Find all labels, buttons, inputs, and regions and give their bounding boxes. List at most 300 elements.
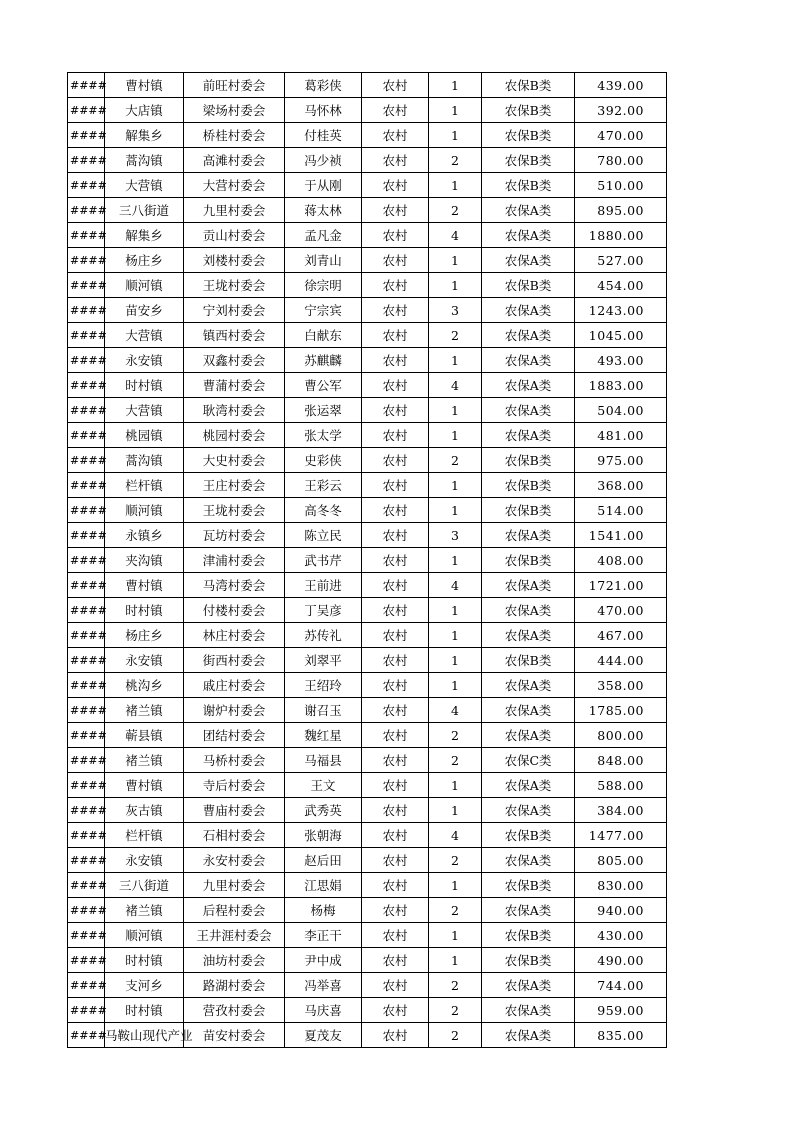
table-row [68,398,667,423]
area-type-cell: 农村 [362,248,429,273]
town-cell: 曹村镇 [105,573,184,598]
area-type-cell: 农村 [362,673,429,698]
table-row [68,148,667,173]
town-cell: 大店镇 [105,98,184,123]
insurance-category-cell: 农保B类 [482,548,575,573]
amount-cell: 975.00 [575,448,667,473]
town-cell: 蒿沟镇 [105,148,184,173]
household-count-cell: 1 [429,473,482,498]
person-name-cell: 刘翠平 [285,648,362,673]
area-type-cell: 农村 [362,498,429,523]
village-committee-cell: 贡山村委会 [184,223,285,248]
person-name-cell: 苏传礼 [285,623,362,648]
town-cell: 栏杆镇 [105,473,184,498]
town-cell: 灰古镇 [105,798,184,823]
insurance-category-cell: 农保B类 [482,123,575,148]
village-committee-cell: 谢炉村委会 [184,698,285,723]
amount-cell: 504.00 [575,398,667,423]
row-id-cell: #### [68,98,105,123]
amount-cell: 1477.00 [575,823,667,848]
village-committee-cell: 刘楼村委会 [184,248,285,273]
amount-cell: 527.00 [575,248,667,273]
town-cell: 解集乡 [105,123,184,148]
person-name-cell: 孟凡金 [285,223,362,248]
town-cell: 顺河镇 [105,498,184,523]
household-count-cell: 4 [429,698,482,723]
area-type-cell: 农村 [362,723,429,748]
table-row [68,198,667,223]
person-name-cell: 张太学 [285,423,362,448]
household-count-cell: 1 [429,498,482,523]
town-cell: 大营镇 [105,398,184,423]
amount-cell: 514.00 [575,498,667,523]
insurance-category-cell: 农保B类 [482,923,575,948]
village-committee-cell: 永安村委会 [184,848,285,873]
area-type-cell: 农村 [362,98,429,123]
household-count-cell: 1 [429,598,482,623]
insurance-category-cell: 农保A类 [482,673,575,698]
village-committee-cell: 梁场村委会 [184,98,285,123]
row-id-cell: #### [68,523,105,548]
village-committee-cell: 九里村委会 [184,873,285,898]
amount-cell: 1243.00 [575,298,667,323]
area-type-cell: 农村 [362,748,429,773]
town-cell: 永安镇 [105,848,184,873]
household-count-cell: 1 [429,348,482,373]
village-committee-cell: 曹庙村委会 [184,798,285,823]
amount-cell: 1721.00 [575,573,667,598]
row-id-cell: #### [68,248,105,273]
amount-cell: 481.00 [575,423,667,448]
town-cell: 夹沟镇 [105,548,184,573]
village-committee-cell: 耿湾村委会 [184,398,285,423]
household-count-cell: 4 [429,823,482,848]
household-count-cell: 1 [429,548,482,573]
village-committee-cell: 曹蒲村委会 [184,373,285,398]
village-committee-cell: 路湖村委会 [184,973,285,998]
person-name-cell: 王彩云 [285,473,362,498]
insurance-category-cell: 农保A类 [482,523,575,548]
town-cell: 顺河镇 [105,923,184,948]
household-count-cell: 1 [429,98,482,123]
amount-cell: 358.00 [575,673,667,698]
area-type-cell: 农村 [362,1023,429,1048]
area-type-cell: 农村 [362,598,429,623]
row-id-cell: #### [68,323,105,348]
row-id-cell: #### [68,598,105,623]
row-id-cell: #### [68,973,105,998]
table-row [68,548,667,573]
row-id-cell: #### [68,448,105,473]
area-type-cell: 农村 [362,648,429,673]
amount-cell: 830.00 [575,873,667,898]
person-name-cell: 徐宗明 [285,273,362,298]
table-row [68,973,667,998]
amount-cell: 940.00 [575,898,667,923]
amount-cell: 780.00 [575,148,667,173]
town-cell: 大营镇 [105,323,184,348]
insurance-category-cell: 农保B类 [482,823,575,848]
town-cell: 时村镇 [105,998,184,1023]
person-name-cell: 王文 [285,773,362,798]
insurance-category-cell: 农保A类 [482,223,575,248]
area-type-cell: 农村 [362,273,429,298]
village-committee-cell: 后程村委会 [184,898,285,923]
person-name-cell: 蒋太林 [285,198,362,223]
person-name-cell: 尹中成 [285,948,362,973]
village-committee-cell: 宁刘村委会 [184,298,285,323]
town-cell: 时村镇 [105,373,184,398]
person-name-cell: 张运翠 [285,398,362,423]
household-count-cell: 1 [429,948,482,973]
insurance-category-cell: 农保B类 [482,448,575,473]
row-id-cell: #### [68,198,105,223]
insurance-category-cell: 农保B类 [482,473,575,498]
row-id-cell: #### [68,273,105,298]
household-count-cell: 1 [429,398,482,423]
table-row [68,448,667,473]
insurance-category-cell: 农保A类 [482,598,575,623]
row-id-cell: #### [68,1023,105,1048]
table-row [68,623,667,648]
area-type-cell: 农村 [362,323,429,348]
town-cell: 桃沟乡 [105,673,184,698]
area-type-cell: 农村 [362,548,429,573]
table-row [68,673,667,698]
amount-cell: 470.00 [575,598,667,623]
amount-cell: 493.00 [575,348,667,373]
row-id-cell: #### [68,73,105,98]
table-row [68,723,667,748]
person-name-cell: 于从刚 [285,173,362,198]
table-row [68,523,667,548]
area-type-cell: 农村 [362,373,429,398]
row-id-cell: #### [68,648,105,673]
amount-cell: 510.00 [575,173,667,198]
village-committee-cell: 戚庄村委会 [184,673,285,698]
insurance-category-cell: 农保B类 [482,948,575,973]
town-cell: 顺河镇 [105,273,184,298]
town-cell: 三八街道 [105,873,184,898]
amount-cell: 805.00 [575,848,667,873]
person-name-cell: 曹公军 [285,373,362,398]
amount-cell: 444.00 [575,648,667,673]
table-row [68,73,667,98]
amount-cell: 1045.00 [575,323,667,348]
household-count-cell: 1 [429,798,482,823]
amount-cell: 384.00 [575,798,667,823]
insurance-category-cell: 农保B类 [482,73,575,98]
insurance-category-cell: 农保B类 [482,873,575,898]
village-committee-cell: 镇西村委会 [184,323,285,348]
person-name-cell: 江思娟 [285,873,362,898]
row-id-cell: #### [68,948,105,973]
town-cell: 解集乡 [105,223,184,248]
person-name-cell: 苏麒麟 [285,348,362,373]
amount-cell: 835.00 [575,1023,667,1048]
person-name-cell: 白献东 [285,323,362,348]
village-committee-cell: 付楼村委会 [184,598,285,623]
row-id-cell: #### [68,898,105,923]
household-count-cell: 1 [429,123,482,148]
town-cell: 大营镇 [105,173,184,198]
insurance-category-cell: 农保C类 [482,748,575,773]
person-name-cell: 马福县 [285,748,362,773]
table-row [68,123,667,148]
amount-cell: 430.00 [575,923,667,948]
table-row [68,798,667,823]
person-name-cell: 王绍玲 [285,673,362,698]
insurance-category-cell: 农保A类 [482,248,575,273]
area-type-cell: 农村 [362,148,429,173]
row-id-cell: #### [68,723,105,748]
household-count-cell: 4 [429,223,482,248]
amount-cell: 1541.00 [575,523,667,548]
person-name-cell: 马庆喜 [285,998,362,1023]
household-count-cell: 2 [429,848,482,873]
village-committee-cell: 津浦村委会 [184,548,285,573]
person-name-cell: 王前进 [285,573,362,598]
person-name-cell: 葛彩侠 [285,73,362,98]
village-committee-cell: 九里村委会 [184,198,285,223]
row-id-cell: #### [68,548,105,573]
amount-cell: 848.00 [575,748,667,773]
village-committee-cell: 王垅村委会 [184,498,285,523]
village-committee-cell: 营孜村委会 [184,998,285,1023]
table-row [68,98,667,123]
row-id-cell: #### [68,873,105,898]
area-type-cell: 农村 [362,898,429,923]
household-count-cell: 1 [429,923,482,948]
amount-cell: 744.00 [575,973,667,998]
amount-cell: 368.00 [575,473,667,498]
area-type-cell: 农村 [362,998,429,1023]
row-id-cell: #### [68,573,105,598]
row-id-cell: #### [68,698,105,723]
town-cell: 栏杆镇 [105,823,184,848]
insurance-category-cell: 农保A类 [482,323,575,348]
row-id-cell: #### [68,848,105,873]
area-type-cell: 农村 [362,73,429,98]
amount-cell: 1880.00 [575,223,667,248]
household-count-cell: 1 [429,423,482,448]
table-row [68,1023,667,1048]
table-row [68,248,667,273]
household-count-cell: 1 [429,173,482,198]
area-type-cell: 农村 [362,698,429,723]
area-type-cell: 农村 [362,973,429,998]
person-name-cell: 夏茂友 [285,1023,362,1048]
household-count-cell: 1 [429,648,482,673]
area-type-cell: 农村 [362,198,429,223]
amount-cell: 467.00 [575,623,667,648]
insurance-category-cell: 农保A类 [482,798,575,823]
village-committee-cell: 油坊村委会 [184,948,285,973]
town-cell: 永安镇 [105,348,184,373]
amount-cell: 1785.00 [575,698,667,723]
insurance-category-cell: 农保A类 [482,298,575,323]
household-count-cell: 2 [429,723,482,748]
row-id-cell: #### [68,823,105,848]
household-count-cell: 3 [429,298,482,323]
area-type-cell: 农村 [362,798,429,823]
insurance-category-cell: 农保B类 [482,98,575,123]
table-row [68,173,667,198]
household-count-cell: 1 [429,273,482,298]
table-row [68,373,667,398]
area-type-cell: 农村 [362,123,429,148]
person-name-cell: 谢召玉 [285,698,362,723]
household-count-cell: 2 [429,748,482,773]
household-count-cell: 3 [429,523,482,548]
table-row [68,698,667,723]
amount-cell: 959.00 [575,998,667,1023]
area-type-cell: 农村 [362,298,429,323]
amount-cell: 439.00 [575,73,667,98]
row-id-cell: #### [68,373,105,398]
person-name-cell: 冯少祯 [285,148,362,173]
household-count-cell: 2 [429,998,482,1023]
person-name-cell: 马怀林 [285,98,362,123]
town-cell: 曹村镇 [105,773,184,798]
village-committee-cell: 街西村委会 [184,648,285,673]
amount-cell: 392.00 [575,98,667,123]
town-cell: 时村镇 [105,948,184,973]
household-count-cell: 2 [429,148,482,173]
town-cell: 杨庄乡 [105,623,184,648]
town-cell: 褚兰镇 [105,748,184,773]
table-row [68,873,667,898]
insurance-category-cell: 农保A类 [482,723,575,748]
person-name-cell: 史彩侠 [285,448,362,473]
person-name-cell: 陈立民 [285,523,362,548]
village-committee-cell: 高滩村委会 [184,148,285,173]
town-cell: 曹村镇 [105,73,184,98]
household-count-cell: 4 [429,573,482,598]
household-count-cell: 1 [429,673,482,698]
person-name-cell: 武秀英 [285,798,362,823]
household-count-cell: 1 [429,248,482,273]
insurance-category-cell: 农保A类 [482,1023,575,1048]
amount-cell: 470.00 [575,123,667,148]
village-committee-cell: 团结村委会 [184,723,285,748]
area-type-cell: 农村 [362,848,429,873]
row-id-cell: #### [68,173,105,198]
household-count-cell: 1 [429,73,482,98]
household-count-cell: 2 [429,198,482,223]
town-cell: 褚兰镇 [105,898,184,923]
table-row [68,223,667,248]
amount-cell: 490.00 [575,948,667,973]
household-count-cell: 2 [429,448,482,473]
insurance-category-cell: 农保A类 [482,373,575,398]
village-committee-cell: 马桥村委会 [184,748,285,773]
household-count-cell: 2 [429,973,482,998]
person-name-cell: 武书芹 [285,548,362,573]
town-cell: 褚兰镇 [105,698,184,723]
area-type-cell: 农村 [362,473,429,498]
person-name-cell: 刘青山 [285,248,362,273]
insurance-category-cell: 农保B类 [482,148,575,173]
area-type-cell: 农村 [362,223,429,248]
village-committee-cell: 桥桂村委会 [184,123,285,148]
area-type-cell: 农村 [362,523,429,548]
area-type-cell: 农村 [362,448,429,473]
household-count-cell: 1 [429,623,482,648]
area-type-cell: 农村 [362,773,429,798]
insurance-category-cell: 农保B类 [482,273,575,298]
row-id-cell: #### [68,223,105,248]
row-id-cell: #### [68,348,105,373]
table-row [68,898,667,923]
amount-cell: 454.00 [575,273,667,298]
town-cell: 永安镇 [105,648,184,673]
town-cell: 时村镇 [105,598,184,623]
area-type-cell: 农村 [362,173,429,198]
insurance-category-cell: 农保A类 [482,348,575,373]
village-committee-cell: 王垅村委会 [184,273,285,298]
row-id-cell: #### [68,298,105,323]
amount-cell: 408.00 [575,548,667,573]
table-row [68,948,667,973]
row-id-cell: #### [68,498,105,523]
table-row [68,348,667,373]
town-cell: 苗安乡 [105,298,184,323]
village-committee-cell: 大史村委会 [184,448,285,473]
amount-cell: 588.00 [575,773,667,798]
data-table [67,72,667,1048]
village-committee-cell: 大营村委会 [184,173,285,198]
amount-cell: 800.00 [575,723,667,748]
village-committee-cell: 石相村委会 [184,823,285,848]
town-cell: 支河乡 [105,973,184,998]
insurance-category-cell: 农保A类 [482,898,575,923]
person-name-cell: 高冬冬 [285,498,362,523]
town-cell: 马鞍山现代产业 [105,1023,184,1048]
insurance-category-cell: 农保A类 [482,198,575,223]
amount-cell: 1883.00 [575,373,667,398]
row-id-cell: #### [68,923,105,948]
person-name-cell: 冯举喜 [285,973,362,998]
row-id-cell: #### [68,623,105,648]
row-id-cell: #### [68,398,105,423]
village-committee-cell: 桃园村委会 [184,423,285,448]
insurance-category-cell: 农保A类 [482,973,575,998]
row-id-cell: #### [68,423,105,448]
town-cell: 桃园镇 [105,423,184,448]
area-type-cell: 农村 [362,873,429,898]
village-committee-cell: 双鑫村委会 [184,348,285,373]
village-committee-cell: 林庄村委会 [184,623,285,648]
village-committee-cell: 寺后村委会 [184,773,285,798]
household-count-cell: 2 [429,323,482,348]
row-id-cell: #### [68,773,105,798]
household-count-cell: 2 [429,898,482,923]
amount-cell: 895.00 [575,198,667,223]
town-cell: 蒿沟镇 [105,448,184,473]
table-row [68,923,667,948]
area-type-cell: 农村 [362,948,429,973]
village-committee-cell: 前旺村委会 [184,73,285,98]
village-committee-cell: 马湾村委会 [184,573,285,598]
table-row [68,473,667,498]
area-type-cell: 农村 [362,398,429,423]
person-name-cell: 魏红星 [285,723,362,748]
insurance-category-cell: 农保B类 [482,648,575,673]
table-row [68,573,667,598]
insurance-category-cell: 农保A类 [482,848,575,873]
insurance-category-cell: 农保A类 [482,573,575,598]
